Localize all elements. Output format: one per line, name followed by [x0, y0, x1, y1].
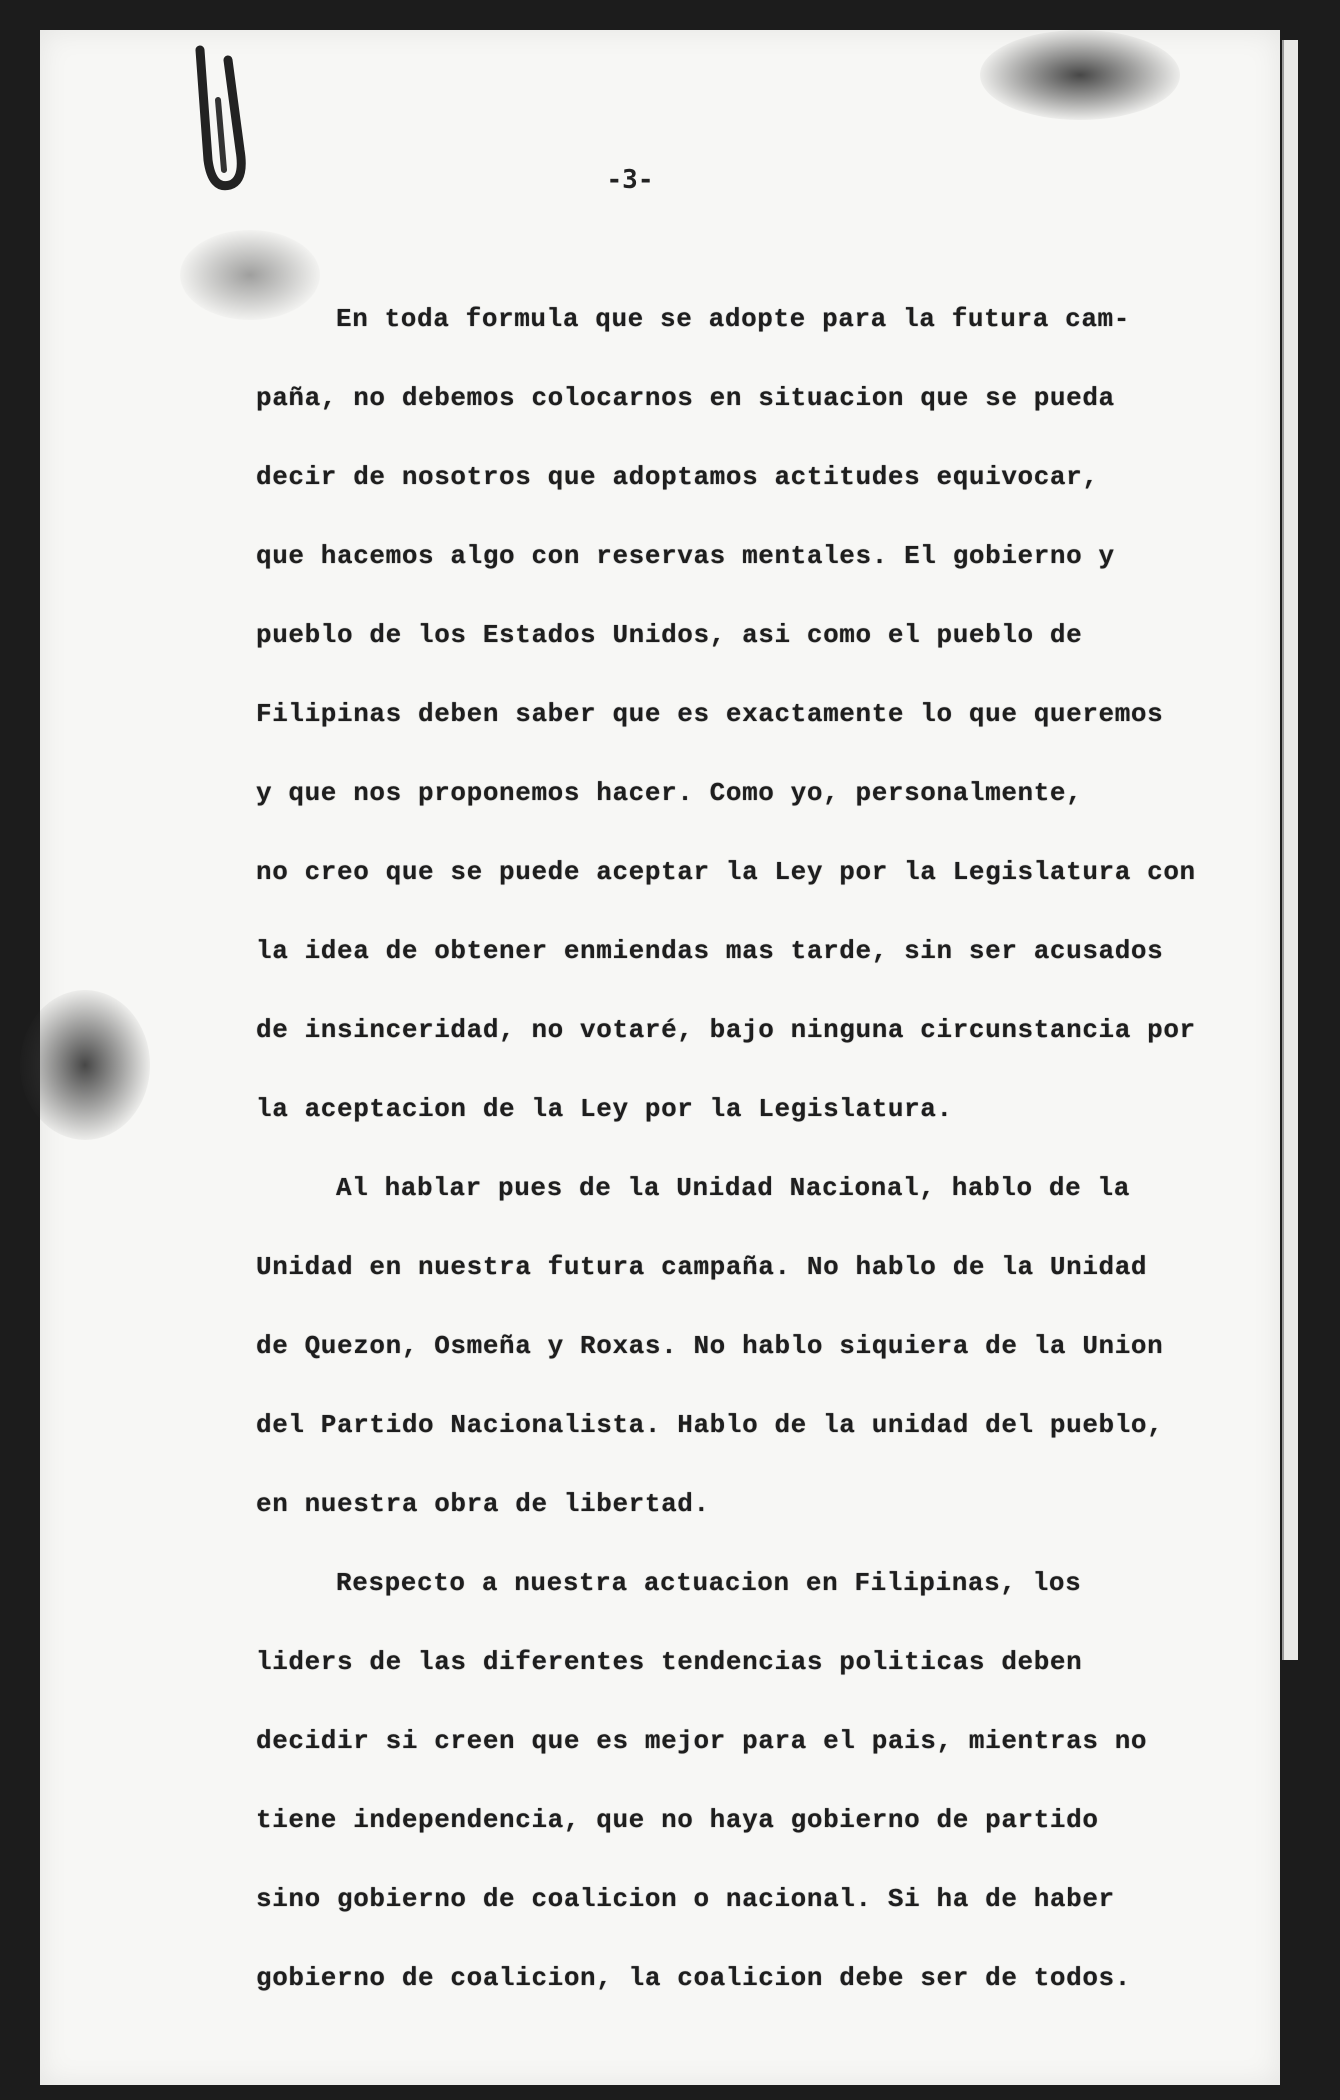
- text-line: del Partido Nacionalista. Hablo de la unidad del pueblo,: [256, 1410, 1164, 1440]
- text-line: que hacemos algo con reservas mentales. El gobierno y: [256, 541, 1115, 571]
- text-line: liders de las diferentes tendencias politicas deben: [256, 1647, 1083, 1677]
- text-line: y que nos proponemos hacer. Como yo, personalmente,: [256, 778, 1083, 808]
- next-page-edge: [1282, 40, 1298, 1660]
- text-line: sino gobierno de coalicion o nacional. Si ha de haber: [256, 1884, 1115, 1914]
- text-line: Respecto a nuestra actuacion en Filipinas, los: [336, 1568, 1082, 1598]
- text-line: paña, no debemos colocarnos en situacion que se pueda: [256, 383, 1115, 413]
- text-line: Filipinas deben saber que es exactamente lo que queremos: [256, 699, 1164, 729]
- paper-clip-icon: [190, 40, 250, 230]
- text-line: la aceptacion de la Ley por la Legislatura.: [256, 1094, 953, 1124]
- text-line: la idea de obtener enmiendas mas tarde, sin ser acusados: [256, 936, 1164, 966]
- text-line: no creo que se puede aceptar la Ley por la Legislatura con: [256, 857, 1196, 887]
- text-line: Al hablar pues de la Unidad Nacional, hablo de la: [336, 1173, 1130, 1203]
- text-line: En toda formula que se adopte para la futura cam-: [336, 304, 1130, 334]
- text-line: de insinceridad, no votaré, bajo ninguna circunstancia por: [256, 1015, 1196, 1045]
- text-line: de Quezon, Osmeña y Roxas. No hablo siquiera de la Union: [256, 1331, 1164, 1361]
- text-line: decidir si creen que es mejor para el pais, mientras no: [256, 1726, 1148, 1756]
- text-line: gobierno de coalicion, la coalicion debe ser de todos.: [256, 1963, 1131, 1993]
- text-line: decir de nosotros que adoptamos actitudes equivocar,: [256, 462, 1099, 492]
- page-number: -3-: [606, 165, 654, 195]
- typed-text-body: [256, 295, 1196, 2033]
- text-line: Unidad en nuestra futura campaña. No hablo de la Unidad: [256, 1252, 1148, 1282]
- text-line: pueblo de los Estados Unidos, asi como el pueblo de: [256, 620, 1083, 650]
- ink-smudge-left: [20, 990, 150, 1140]
- text-line: en nuestra obra de libertad.: [256, 1489, 710, 1519]
- ink-smudge-top-right: [980, 30, 1180, 120]
- text-line: tiene independencia, que no haya gobierno de partido: [256, 1805, 1099, 1835]
